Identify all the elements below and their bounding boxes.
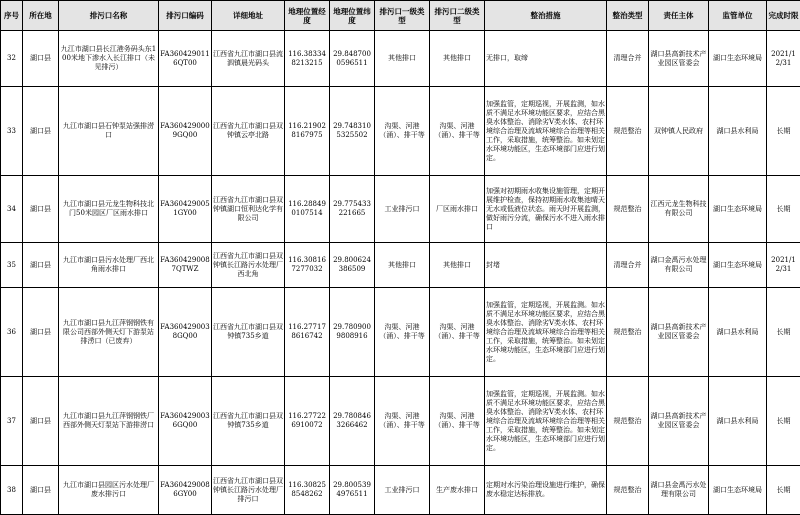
cell-lat: 29.7809009808916	[330, 288, 375, 377]
cell-name: 九江市湖口县九江萍钢钢铁厂西部外侧天灯泵站下游排涝口	[59, 377, 159, 466]
cell-measures: 封堵	[485, 243, 607, 288]
header-county: 所在地	[23, 1, 59, 31]
cell-code: FA3604290086GY00	[159, 466, 212, 515]
table-row	[1, 87, 800, 176]
cell-measures: 加强监管，定期巡视，开展监测。如水质不满足水环境功能区要求，应结合黑臭水体整治、消除劣Ⅴ类水体、农村环境综合治理及流域环境综合治理等相关工作，采取措施，统筹整治。如未划定水环境功能区，生态环境部门应进行划定。	[485, 288, 607, 377]
cell-address: 江西省九江市湖口县双钟镇735乡道	[212, 288, 285, 377]
cell-type1: 沟渠、河港（涌）、排干等	[375, 288, 430, 377]
cell-supervisor: 湖口生态环境局	[709, 31, 767, 87]
cell-deadline: 长期	[767, 377, 800, 466]
cell-deadline: 长期	[767, 87, 800, 176]
cell-address: 江西省九江市湖口县双钟镇云亭北路	[212, 87, 285, 176]
cell-deadline: 长期	[767, 288, 800, 377]
cell-no: 32	[1, 31, 23, 87]
cell-lon: 116.277226910072	[285, 377, 330, 466]
cell-lon: 116.383348213215	[285, 31, 330, 87]
header-owner: 责任主体	[649, 1, 709, 31]
header-type2: 排污口二级类型	[430, 1, 485, 31]
header-lon: 地理位置经度	[285, 1, 330, 31]
table-row	[1, 176, 800, 243]
cell-lon: 116.277178616742	[285, 288, 330, 377]
cell-supervisor: 湖口生态环境局	[709, 176, 767, 243]
cell-type1: 工业排污口	[375, 466, 430, 515]
cell-no: 37	[1, 377, 23, 466]
cell-no: 33	[1, 87, 23, 176]
cell-name: 九江市湖口县九江萍钢钢铁有限公司西部外侧天灯下游泵站排涝口（已废弃）	[59, 288, 159, 377]
cell-no: 35	[1, 243, 23, 288]
cell-owner: 湖口县高新技术产业园区管委会	[649, 288, 709, 377]
cell-deadline: 2021/12/31	[767, 243, 800, 288]
cell-address: 江西省九江市湖口县双钟镇长江路污水处理厂西北角	[212, 243, 285, 288]
cell-code: FA3604290051GY00	[159, 176, 212, 243]
cell-remedy-type: 规范整治	[607, 87, 649, 176]
cell-lon: 116.308167277032	[285, 243, 330, 288]
cell-remedy-type: 规范整治	[607, 288, 649, 377]
cell-name: 九江市湖口县长江港务码头东100米地下渗水入长江排口（未见排污）	[59, 31, 159, 87]
header-no: 序号	[1, 1, 23, 31]
cell-lon: 116.219028167975	[285, 87, 330, 176]
cell-measures: 无排口，取缔	[485, 31, 607, 87]
cell-county: 湖口县	[23, 466, 59, 515]
cell-code: FA3604290087QTWZ	[159, 243, 212, 288]
cell-address: 江西省九江市湖口县双钟镇湖口恒利达化学有限公司	[212, 176, 285, 243]
cell-deadline: 2021/12/31	[767, 31, 800, 87]
header-type1: 排污口一级类型	[375, 1, 430, 31]
header-remedy-type: 整治类型	[607, 1, 649, 31]
cell-supervisor: 湖口生态环境局	[709, 466, 767, 515]
cell-measures: 定期对水污染治理设施进行维护，确保废水稳定达标排放。	[485, 466, 607, 515]
cell-type2: 沟渠、河港（涌）、排干等	[430, 377, 485, 466]
cell-type1: 沟渠、河港（涌）、排干等	[375, 87, 430, 176]
cell-owner: 湖口金禹污水处理有限公司	[649, 243, 709, 288]
cell-type1: 工业排污口	[375, 176, 430, 243]
cell-address: 江西省九江市湖口县双钟镇735乡道	[212, 377, 285, 466]
cell-owner: 湖口县高新技术产业园区管委会	[649, 377, 709, 466]
table-row	[1, 288, 800, 377]
cell-address: 江西省九江市湖口县双钟镇长江路污水处理厂排污口	[212, 466, 285, 515]
cell-supervisor: 湖口县水利局	[709, 288, 767, 377]
cell-code: FA3604290038GQ00	[159, 288, 212, 377]
table-row	[1, 243, 800, 288]
table-row	[1, 466, 800, 515]
cell-remedy-type: 规范整治	[607, 377, 649, 466]
cell-lat: 29.8487000596511	[330, 31, 375, 87]
cell-measures: 加强监管，定期巡视，开展监测。如水质不满足水环境功能区要求，应结合黑臭水体整治、消除劣Ⅴ类水体、农村环境综合治理及流域环境综合治理等相关工作，采取措施，统筹整治。如未划定水环境功能区，生态环境部门应进行划定。	[485, 377, 607, 466]
header-code: 排污口编码	[159, 1, 212, 31]
cell-name: 九江市湖口县石钟泵站强排涝口	[59, 87, 159, 176]
cell-county: 湖口县	[23, 176, 59, 243]
cell-county: 湖口县	[23, 288, 59, 377]
cell-lat: 29.7808463266462	[330, 377, 375, 466]
cell-lat: 29.7483105325502	[330, 87, 375, 176]
cell-no: 36	[1, 288, 23, 377]
header-name: 排污口名称	[59, 1, 159, 31]
cell-lat: 29.775433221665	[330, 176, 375, 243]
cell-type1: 其他排口	[375, 31, 430, 87]
cell-name: 九江市湖口县园区污水处理厂废水排污口	[59, 466, 159, 515]
cell-county: 湖口县	[23, 377, 59, 466]
cell-no: 34	[1, 176, 23, 243]
cell-remedy-type: 规范整治	[607, 466, 649, 515]
cell-lat: 29.8005394976511	[330, 466, 375, 515]
cell-type2: 沟渠、河港（涌）、排干等	[430, 87, 485, 176]
cell-type2: 生产废水排口	[430, 466, 485, 515]
cell-remedy-type: 清理合并	[607, 31, 649, 87]
cell-address: 江西省九江市湖口县流泗镇晨光码头	[212, 31, 285, 87]
cell-type2: 沟渠、河港（涌）、排干等	[430, 288, 485, 377]
cell-measures: 加强对初期雨水收集设施管理，定期开展维护检查，保持初期雨水收集池晴天无水或低液位状态。雨天时开展监测，做好雨污分流，确保污水不进入雨水排口	[485, 176, 607, 243]
cell-type1: 其他排口	[375, 243, 430, 288]
cell-supervisor: 湖口生态环境局	[709, 243, 767, 288]
cell-type2: 厂区雨水排口	[430, 176, 485, 243]
cell-remedy-type: 清理合并	[607, 243, 649, 288]
cell-remedy-type: 规范整治	[607, 176, 649, 243]
cell-type1: 沟渠、河港（涌）、排干等	[375, 377, 430, 466]
cell-owner: 湖口县高新技术产业园区管委会	[649, 31, 709, 87]
cell-owner: 湖口县金禹污水处理有限公司	[649, 466, 709, 515]
cell-deadline: 长期	[767, 176, 800, 243]
header-supervisor: 监管单位	[709, 1, 767, 31]
cell-code: FA3604290116QT00	[159, 31, 212, 87]
header-address: 详细地址	[212, 1, 285, 31]
cell-type2: 其他排口	[430, 31, 485, 87]
cell-owner: 双钟镇人民政府	[649, 87, 709, 176]
header-measures: 整治措施	[485, 1, 607, 31]
cell-lon: 116.288490107514	[285, 176, 330, 243]
cell-code: FA3604290009GQ00	[159, 87, 212, 176]
cell-lat: 29.800624386509	[330, 243, 375, 288]
cell-no: 38	[1, 466, 23, 515]
cell-name: 九江市湖口县元龙生物科技北门50米园区厂区雨水排口	[59, 176, 159, 243]
header-lat: 地理位置纬度	[330, 1, 375, 31]
cell-county: 湖口县	[23, 243, 59, 288]
cell-type2: 其他排口	[430, 243, 485, 288]
header-deadline: 完成时限	[767, 1, 800, 31]
cell-name: 九江市湖口县污水处理厂西北角雨水排口	[59, 243, 159, 288]
cell-supervisor: 湖口县水利局	[709, 377, 767, 466]
cell-county: 湖口县	[23, 87, 59, 176]
cell-measures: 加强监管，定期巡视，开展监测，如水质不满足水环境功能区要求，应结合黑臭水体整治、消除劣Ⅴ类水体、农村环境综合治理及流域环境综合治理等相关工作，采取措施，统筹整治。如未划定水环境功能区，生态环境部门应进行划定。	[485, 87, 607, 176]
cell-lon: 116.308258548262	[285, 466, 330, 515]
cell-county: 湖口县	[23, 31, 59, 87]
table-row	[1, 377, 800, 466]
table-row	[1, 31, 800, 87]
header-row	[1, 1, 800, 31]
cell-owner: 江西元龙生物科技有限公司	[649, 176, 709, 243]
cell-deadline: 长期	[767, 466, 800, 515]
cell-supervisor: 湖口县水利局	[709, 87, 767, 176]
cell-code: FA3604290036GQ00	[159, 377, 212, 466]
